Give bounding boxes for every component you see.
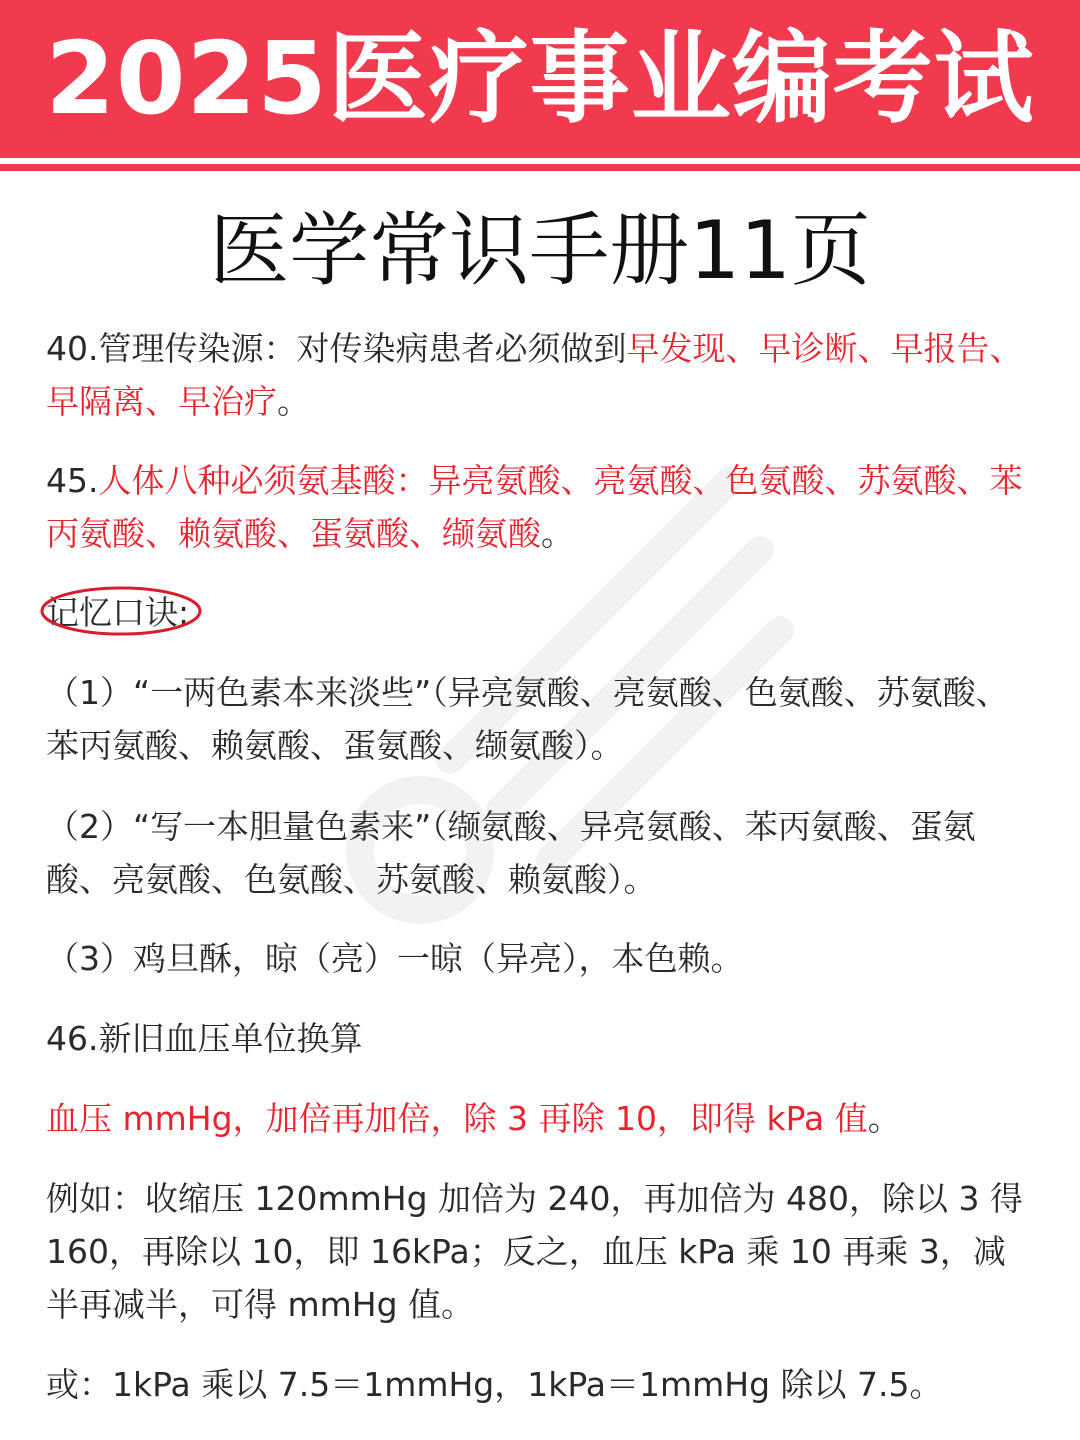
memo-label: 记忆口诀 (46, 593, 178, 632)
item-40-suffix: 。 (277, 382, 310, 421)
page-subtitle: 医学常识手册11页 (209, 204, 871, 297)
item-46-example: 例如：收缩压 120mmHg 加倍为 240，再加倍为 480，除以 3 得 160，再除以 10，即 16kPa；反之，血压 kPa 乘 10 再乘 3，减半再减半，可得 mmHg 值。 (46, 1179, 1023, 1324)
mnemonic-1: （1）“一两色素本来淡些”（异亮氨酸、亮氨酸、色氨酸、苏氨酸、苯丙氨酸、赖氨酸、蛋氨酸、缬氨酸）。 (46, 673, 1009, 765)
circle-annotation-icon (38, 584, 204, 638)
page-title: 2025医疗事业编考试 (45, 20, 1035, 137)
memo-colon: : (178, 593, 190, 632)
item-46-title: 46.新旧血压单位换算 (46, 1019, 363, 1058)
item-40 (46, 322, 1036, 428)
mnemonic-2: （2）“写一本胆量色素来”（缬氨酸、异亮氨酸、苯丙氨酸、蛋氨酸、亮氨酸、色氨酸、苏氨酸、赖氨酸）。 (46, 807, 976, 899)
item-40-prefix: 40.管理传染源：对传染病患者必须做到 (46, 329, 627, 368)
memo-label-wrap (46, 586, 178, 639)
item-45-suffix: 。 (541, 514, 574, 553)
memo-heading (46, 586, 1036, 639)
header-divider (0, 164, 1080, 171)
item-46-alt: 或：1kPa 乘以 7.5＝1mmHg，1kPa＝1mmHg 除以 7.5。 (46, 1365, 943, 1404)
item-46-rule-suffix: 。 (867, 1099, 901, 1138)
item-46-rule-highlight: 血压 mmHg，加倍再加倍，除 3 再除 10，即得 kPa 值 (46, 1099, 868, 1138)
item-45-highlight: 人体八种必须氨基酸：异亮氨酸、亮氨酸、色氨酸、苏氨酸、苯丙氨酸、赖氨酸、蛋氨酸、缬氨酸 (46, 461, 1023, 553)
item-45 (46, 454, 1036, 560)
item-40-highlight: 早发现、早诊断、早报告、早隔离、早治疗 (46, 329, 1023, 421)
mnemonic-3: （3）鸡旦酥，晾（亮）一晾（异亮），本色赖。 (46, 939, 744, 978)
item-45-prefix: 45. (46, 461, 99, 500)
item-46-rule (46, 1092, 1036, 1145)
